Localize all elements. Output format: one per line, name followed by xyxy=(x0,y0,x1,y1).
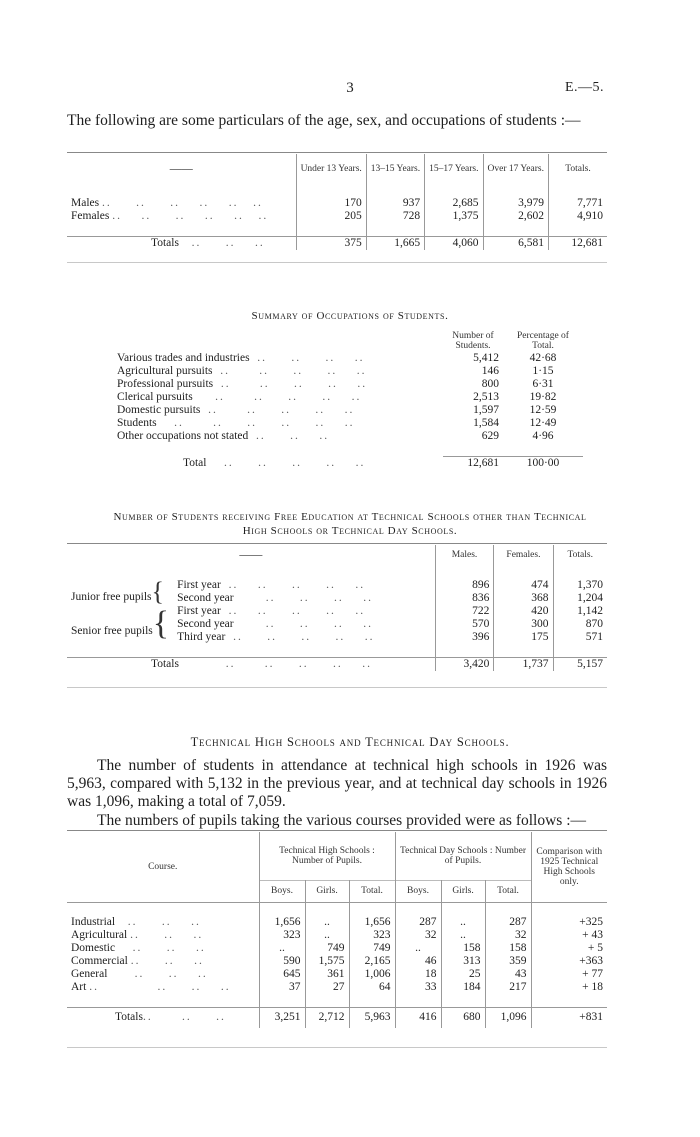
free-education-table xyxy=(67,545,607,671)
total-label: Totals xyxy=(151,658,179,670)
cell: 6·31 xyxy=(532,378,554,390)
sub-col-header: Total. xyxy=(485,880,531,902)
list-item: Professional pursuits .. .. .. .. .. 800 6·31 xyxy=(113,378,583,391)
cell: 287 xyxy=(485,916,531,929)
table-row: Second year .. .. .. .. 836 368 1,204 xyxy=(67,592,607,605)
age-table-blank-header: —— xyxy=(67,154,296,184)
free-table-bottom-rule xyxy=(67,687,607,688)
cell: 12·49 xyxy=(529,417,557,429)
table-row: Commercial .. .. .. 590 1,575 2,165 46 313 359 +363 xyxy=(67,955,607,968)
cell: 359 xyxy=(485,955,531,968)
table-row: General .. .. .. 645 361 1,006 18 25 43 + 77 xyxy=(67,968,607,981)
summary-heading: Summary of Occupations of Students. xyxy=(251,310,449,322)
cell: 416 xyxy=(395,1008,441,1028)
free-heading-line: High Schools or Technical Day Schools. xyxy=(242,525,458,537)
courses-table-bottom-rule xyxy=(67,1047,607,1048)
list-item: Various trades and industries .. .. .. .. 5,412 42·68 xyxy=(113,352,583,365)
cell: 205 xyxy=(296,210,366,223)
cell: 5,412 xyxy=(473,352,499,364)
free-col-header: Females. xyxy=(494,545,553,565)
cell: +363 xyxy=(579,955,603,967)
summary-col-percentage: Percentage of Total. xyxy=(517,331,569,351)
cell: 5,963 xyxy=(349,1008,395,1028)
cell: 396 xyxy=(435,631,494,644)
total-label: Total xyxy=(183,456,207,469)
cell: 32 xyxy=(395,929,441,942)
cell: 43 xyxy=(485,968,531,981)
cell: 184 xyxy=(441,981,485,994)
cell: .. xyxy=(259,942,305,955)
table-row: Third year .. .. .. .. .. 396 175 571 xyxy=(67,631,607,644)
table-row: Second year .. .. .. .. 570 300 870 xyxy=(67,618,607,631)
cell: 368 xyxy=(494,592,553,605)
cell: 375 xyxy=(296,237,366,251)
cell: .. xyxy=(305,916,349,929)
cell: + 43 xyxy=(582,929,603,941)
course-label: Agricultural xyxy=(71,929,128,941)
free-col-header: Totals. xyxy=(567,550,593,560)
cell: 1,575 xyxy=(305,955,349,968)
cell: 937 xyxy=(366,197,424,210)
cell: 46 xyxy=(395,955,441,968)
cell: 27 xyxy=(305,981,349,994)
cell: 6,581 xyxy=(483,237,548,251)
technical-paragraph: The number of students in attendance at technical high schools in 1926 was 5,963, compared with 5,132 in the previous year, and at technical day schools in 1926 was 1,096, making a total of 7,059. xyxy=(67,757,607,810)
cell: 7,771 xyxy=(577,197,603,209)
cell: 170 xyxy=(296,197,366,210)
total-label: Totals xyxy=(115,1011,143,1024)
age-table-top-rule xyxy=(67,152,607,153)
cell: 474 xyxy=(494,579,553,592)
cell: 1,597 xyxy=(473,404,499,416)
group-label: Senior free pupils xyxy=(71,625,153,637)
table-row: Males .. .. .. .. .. .. 170 937 2,685 3,979 7,771 xyxy=(67,197,607,210)
row-label: First year xyxy=(177,605,221,617)
cell: 896 xyxy=(435,579,494,592)
cell: 32 xyxy=(485,929,531,942)
cell: 1,665 xyxy=(366,237,424,251)
comparison-col-header: Comparison with 1925 Technical High Schools only. xyxy=(536,846,603,887)
total-label: Totals xyxy=(151,237,179,249)
cell: 1,006 xyxy=(349,968,395,981)
cell: 2,602 xyxy=(483,210,548,223)
cell: .. xyxy=(395,942,441,955)
cell: 18 xyxy=(395,968,441,981)
cell: 100·00 xyxy=(503,457,583,471)
cell: 2,712 xyxy=(305,1008,349,1028)
document-reference: E.—5. xyxy=(564,80,604,95)
row-label: Second year xyxy=(177,618,234,630)
occupation-label: Students xyxy=(117,417,157,429)
cell: + 5 xyxy=(587,942,603,954)
course-label: General xyxy=(71,968,108,980)
occupation-label: Other occupations not stated xyxy=(117,430,249,442)
row-label: Males xyxy=(71,197,100,209)
course-col-header: Course. xyxy=(67,832,259,902)
occupation-label: Various trades and industries xyxy=(117,352,250,364)
table-row: Art .. .. .. .. 37 27 64 33 184 217 + 18 xyxy=(67,981,607,994)
cell: .. xyxy=(441,916,485,929)
age-col-header: Totals. xyxy=(565,164,591,174)
cell: 590 xyxy=(259,955,305,968)
cell: 146 xyxy=(481,365,499,377)
cell: 420 xyxy=(494,605,553,618)
cell: 836 xyxy=(435,592,494,605)
page-number: 3 xyxy=(346,80,354,96)
courses-table-top-rule xyxy=(67,830,607,831)
cell: 361 xyxy=(305,968,349,981)
table-row: Domestic .. .. .. .. 749 749 .. 158 158 + 5 xyxy=(67,942,607,955)
age-col-header: Under 13 Years. xyxy=(296,154,366,184)
table-row: Industrial .. .. .. 1,656 .. 1,656 287 .. 287 +325 xyxy=(67,916,607,929)
sub-col-header: Boys. xyxy=(395,880,441,902)
age-col-header: 13–15 Years. xyxy=(366,154,424,184)
cell: + 77 xyxy=(582,968,603,980)
cell: 12,681 xyxy=(571,237,603,249)
cell: +831 xyxy=(579,1011,603,1024)
cell: 749 xyxy=(305,942,349,955)
technical-paragraph-intro: The numbers of pupils taking the various courses provided were as follows :— xyxy=(97,812,587,829)
sub-col-header: Girls. xyxy=(305,880,349,902)
cell: 64 xyxy=(349,981,395,994)
cell: 4·96 xyxy=(532,430,554,442)
cell: 217 xyxy=(485,981,531,994)
summary-col-number: Number of Students. xyxy=(452,331,494,351)
courses-table xyxy=(67,832,607,1028)
row-label: First year xyxy=(177,579,221,591)
cell: 645 xyxy=(259,968,305,981)
age-col-header: Over 17 Years. xyxy=(483,154,548,184)
cell: 1,737 xyxy=(494,658,553,672)
occupation-label: Agricultural pursuits xyxy=(117,365,213,377)
table-row: Junior free pupils{ First year .. .. .. .. .. 896 474 1,370 xyxy=(67,579,607,592)
cell: 728 xyxy=(366,210,424,223)
cell: 287 xyxy=(395,916,441,929)
course-label: Art xyxy=(71,981,87,993)
free-education-heading xyxy=(0,511,700,537)
table-total-row: Totals .. .. .. 375 1,665 4,060 6,581 12,681 xyxy=(67,237,607,251)
sub-col-header: Girls. xyxy=(441,880,485,902)
cell: 313 xyxy=(441,955,485,968)
course-label: Commercial xyxy=(71,955,128,967)
cell: 5,157 xyxy=(577,658,603,670)
cell: 1,375 xyxy=(425,210,483,223)
cell: 37 xyxy=(259,981,305,994)
cell: .. xyxy=(305,929,349,942)
cell: 2,165 xyxy=(349,955,395,968)
cell: 571 xyxy=(585,631,603,643)
free-table-top-rule xyxy=(67,543,607,544)
occupation-label: Professional pursuits xyxy=(117,378,214,390)
cell: 300 xyxy=(494,618,553,631)
list-item: Clerical pursuits .. .. .. .. .. 2,513 19·82 xyxy=(113,391,583,404)
list-item: Other occupations not stated .. .. .. 629 4·96 xyxy=(113,430,583,443)
brace-icon: { xyxy=(152,605,170,642)
cell: + 18 xyxy=(582,981,603,993)
occupation-summary-table xyxy=(113,330,583,470)
cell: 870 xyxy=(585,618,603,630)
table-total-row: Total .. .. .. .. .. 12,681 100·00 xyxy=(113,457,583,471)
list-item: Students .. .. .. .. .. .. 1,584 12·49 xyxy=(113,417,583,430)
table-total-row: Totals .. .. .. .. .. 3,420 1,737 5,157 xyxy=(67,658,607,672)
cell: 33 xyxy=(395,981,441,994)
row-label: Second year xyxy=(177,592,234,604)
cell: 323 xyxy=(349,929,395,942)
cell: 3,979 xyxy=(483,197,548,210)
cell: .. xyxy=(441,929,485,942)
cell: 722 xyxy=(435,605,494,618)
occupation-label: Domestic pursuits xyxy=(117,404,201,416)
cell: 2,513 xyxy=(473,391,499,403)
tech-high-group-header: Technical High Schools : Number of Pupils. xyxy=(259,832,395,880)
cell: 158 xyxy=(441,942,485,955)
cell: 323 xyxy=(259,929,305,942)
cell: 175 xyxy=(494,631,553,644)
cell: 1,656 xyxy=(259,916,305,929)
group-label: Junior free pupils xyxy=(71,591,152,603)
cell: 3,251 xyxy=(259,1008,305,1028)
cell: 2,685 xyxy=(425,197,483,210)
row-label: Females xyxy=(71,210,110,222)
cell: 25 xyxy=(441,968,485,981)
age-table-bottom-rule xyxy=(67,262,607,263)
brace-icon: { xyxy=(151,577,164,606)
sub-col-header: Total. xyxy=(349,880,395,902)
course-label: Industrial xyxy=(71,916,116,928)
sub-col-header: Boys. xyxy=(259,880,305,902)
cell: 800 xyxy=(481,378,499,390)
table-row: Females .. .. .. .. .. .. 205 728 1,375 2,602 4,910 xyxy=(67,210,607,223)
cell: 19·82 xyxy=(529,391,557,403)
intro-paragraph: The following are some particulars of the age, sex, and occupations of students :— xyxy=(67,112,581,129)
course-label: Domestic xyxy=(71,942,116,954)
cell: 1·15 xyxy=(532,365,554,377)
cell: 12,681 xyxy=(443,457,503,471)
free-blank-header: —— xyxy=(67,545,435,565)
age-col-header: 15–17 Years. xyxy=(425,154,483,184)
cell: 1,656 xyxy=(349,916,395,929)
cell: 570 xyxy=(435,618,494,631)
technical-schools-heading: Technical High Schools and Technical Day Schools. xyxy=(190,735,510,749)
list-item: Agricultural pursuits .. .. .. .. .. 146 1·15 xyxy=(113,365,583,378)
cell: 158 xyxy=(485,942,531,955)
age-sex-table xyxy=(67,154,607,250)
cell: +325 xyxy=(579,916,603,928)
cell: 1,584 xyxy=(473,417,499,429)
table-row: Agricultural .. .. .. 323 .. 323 32 .. 32 + 43 xyxy=(67,929,607,942)
cell: 3,420 xyxy=(435,658,494,672)
row-label: Third year xyxy=(177,631,226,643)
table-row: Senior free pupils{ First year .. .. .. .. .. 722 420 1,142 xyxy=(67,605,607,618)
cell: 629 xyxy=(481,430,499,442)
cell: 680 xyxy=(441,1008,485,1028)
occupation-label: Clerical pursuits xyxy=(117,391,193,403)
cell: 749 xyxy=(349,942,395,955)
free-heading-line: Number of Students receiving Free Education at Technical Schools other than Technical xyxy=(113,511,587,523)
cell: 4,910 xyxy=(577,210,603,222)
cell: 42·68 xyxy=(529,352,557,364)
cell: 1,096 xyxy=(485,1008,531,1028)
list-item: Domestic pursuits .. .. .. .. .. 1,597 12·59 xyxy=(113,404,583,417)
cell: 4,060 xyxy=(425,237,483,251)
table-total-row: Totals.. .. .. 3,251 2,712 5,963 416 680 1,096 +831 xyxy=(67,1008,607,1028)
free-col-header: Males. xyxy=(435,545,494,565)
tech-day-group-header: Technical Day Schools : Number of Pupils. xyxy=(395,832,531,880)
cell: 12·59 xyxy=(529,404,557,416)
cell: 1,204 xyxy=(577,592,603,604)
cell: 1,370 xyxy=(577,579,603,591)
cell: 1,142 xyxy=(577,605,603,617)
